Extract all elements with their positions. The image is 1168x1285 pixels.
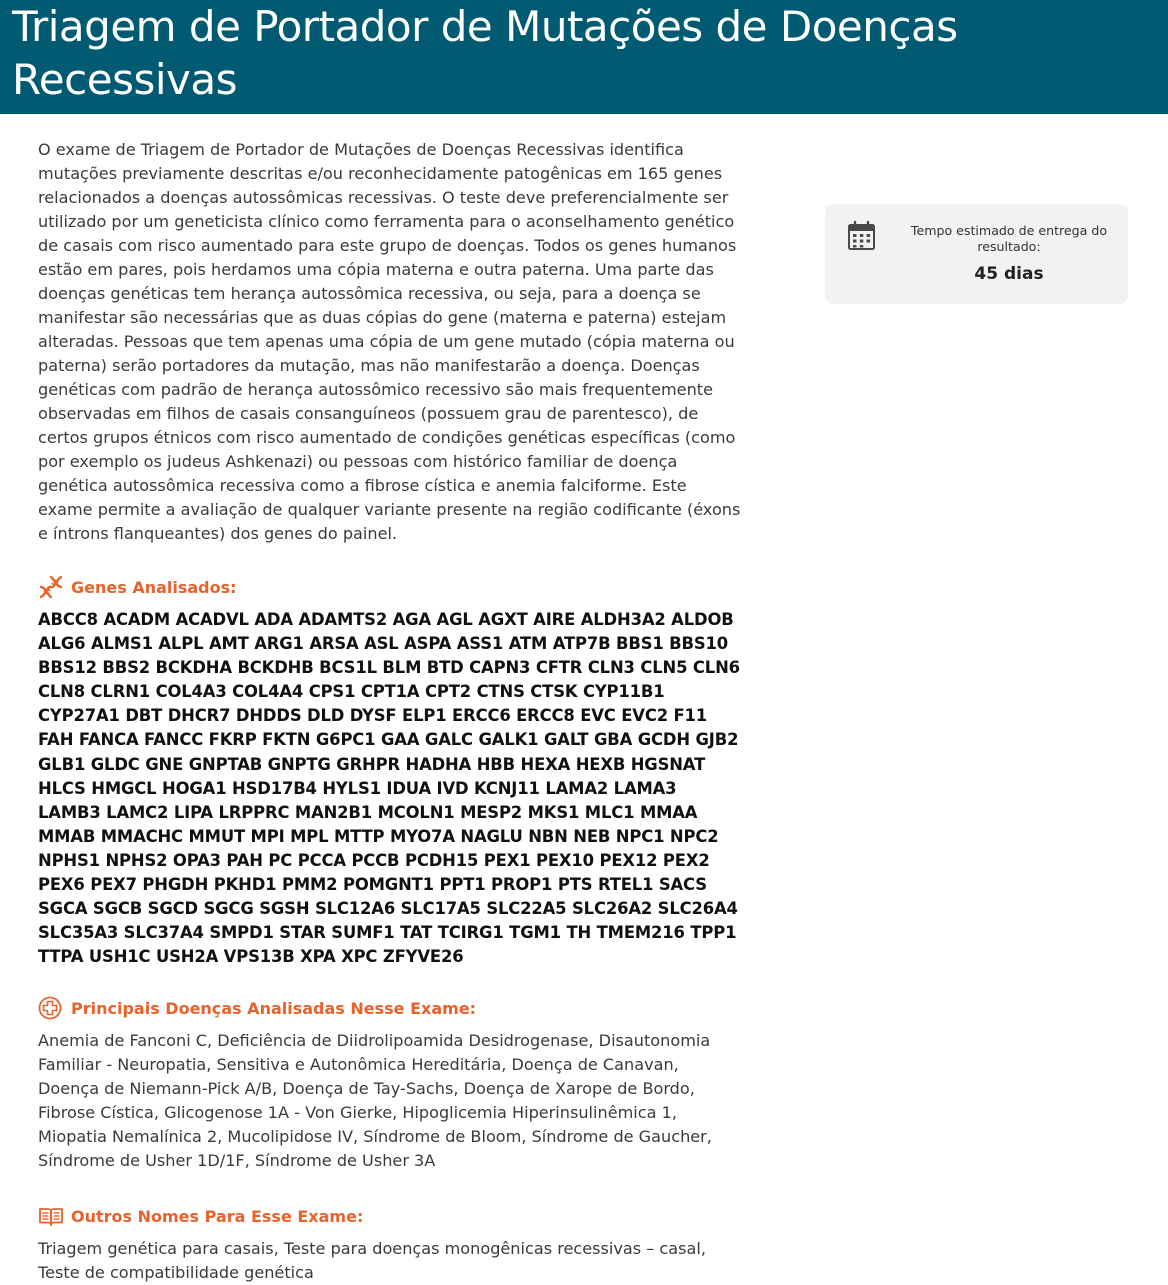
delivery-time-value: 45 dias xyxy=(974,264,1044,284)
page-title: Triagem de Portador de Mutações de Doenças Recessivas xyxy=(12,2,958,104)
dna-icon xyxy=(38,574,64,600)
main-content xyxy=(38,138,744,1285)
delivery-time-card xyxy=(825,204,1128,304)
page-header xyxy=(0,0,1168,114)
genes-list: ABCC8 ACADM ACADVL ADA ADAMTS2 AGA AGL AGXT AIRE ALDH3A2 ALDOB ALG6 ALMS1 ALPL AMT ARG1 ARSA ASL ASPA ASS1 ATM ATP7B BBS1 BBS10 BBS12 BBS2 BCKDHA BCKDHB BCS1L BLM BTD CAPN3 CFTR CLN3 CLN5 CLN6 CLN8 CLRN1 COL4A3 COL4A4 CPS1 CPT1A CPT2 CTNS CTSK CYP11B1 CYP27A1 DBT DHCR7 DHDDS DLD DYSF ELP1 ERCC6 ERCC8 EVC EVC2 F11 FAH FANCA FANCC FKRP FKTN G6PC1 GAA GALC GALK1 GALT GBA GCDH GJB2 GLB1 GLDC GNE GNPTAB GNPTG GRHPR HADHA HBB HEXA HEXB HGSNAT HLCS HMGCL HOGA1 HSD17B4 HYLS1 IDUA IVD KCNJ11 LAMA2 LAMA3 LAMB3 LAMC2 LIPA LRPPRC MAN2B1 MCOLN1 MESP2 MKS1 MLC1 MMAA MMAB MMACHC MMUT MPI MPL MTTP MYO7A NAGLU NBN NEB NPC1 NPC2 NPHS1 NPHS2 OPA3 PAH PC PCCA PCCB PCDH15 PEX1 PEX10 PEX12 PEX2 PEX6 PEX7 PHGDH PKHD1 PMM2 POMGNT1 PPT1 PROP1 PTS RTEL1 SACS SGCA SGCB SGCD SGCG SGSH SLC12A6 SLC17A5 SLC22A5 SLC26A2 SLC26A4 SLC35A3 SLC37A4 SMPD1 STAR SUMF1 TAT TCIRG1 TGM1 TH TMEM216 TPP1 TTPA USH1C USH2A VPS13B XPA XPC ZFYVE26 xyxy=(38,610,740,967)
calendar-icon xyxy=(847,220,877,252)
genes-heading-label: Genes Analisados: xyxy=(71,577,237,597)
medical-cross-icon xyxy=(38,995,64,1021)
genes-heading xyxy=(38,572,744,602)
delivery-time-label: Tempo estimado de entrega do resultado: xyxy=(910,223,1108,254)
book-icon xyxy=(38,1203,64,1229)
diseases-text: Anemia de Fanconi C, Deficiência de Diidrolipoamida Desidrogenase, Disautonomia Familiar - Neuropatia, Sensitiva e Autonômica Hereditária, Doença de Canavan, Doença de Niemann-Pick A/B, Doença de Tay-Sachs, Doença de Xarope de Bordo, Fibrose Cística, Glicogenose 1A - Von Gierke, Hipoglicemia Hiperinsulinêmica 1, Miopatia Nemalínica 2, Mucolipidose IV, Síndrome de Bloom, Síndrome de Gaucher, Síndrome de Usher 1D/1F, Síndrome de Usher 3A xyxy=(38,1031,712,1171)
diseases-heading-label: Principais Doenças Analisadas Nesse Exame: xyxy=(71,998,477,1018)
other-names-text: Triagem genética para casais, Teste para doenças monogênicas recessivas – casal, Teste de compatibilidade genética xyxy=(38,1239,706,1283)
other-names-heading xyxy=(38,1201,744,1231)
other-names-heading-label: Outros Nomes Para Esse Exame: xyxy=(71,1206,364,1226)
intro-paragraph: O exame de Triagem de Portador de Mutações de Doenças Recessivas identifica mutações previamente descritas e/ou reconhecidamente patogênicas em 165 genes relacionados a doenças autossômicas recessivas. O teste deve preferencialmente ser utilizado por um geneticista clínico como ferramenta para o aconselhamento genético de casais com risco aumentado para este grupo de doenças. Todos os genes humanos estão em pares, pois herdamos uma cópia materna e outra paterna. Uma parte das doenças genéticas tem herança autossômica recessiva, ou seja, para a doença se manifestar são necessárias que as duas cópias do gene (materna e paterna) estejam alteradas. Pessoas que tem apenas uma cópia de um gene mutado (cópia materna ou paterna) serão portadores da mutação, mas não manifestarão a doença. Doenças genéticas com padrão de herança autossômico recessivo são mais frequentemente observadas em filhos de casais consanguíneos (possuem grau de parentesco), de certos grupos étnicos com risco aumentado de condições genéticas específicas (como por exemplo os judeus Ashkenazi) ou pessoas com histórico familiar de doença genética autossômica recessiva como a fibrose cística e anemia falciforme. Este exame permite a avaliação de qualquer variante presente na região codificante (éxons e íntrons flanqueantes) dos genes do painel. xyxy=(38,140,741,543)
diseases-heading xyxy=(38,993,744,1023)
